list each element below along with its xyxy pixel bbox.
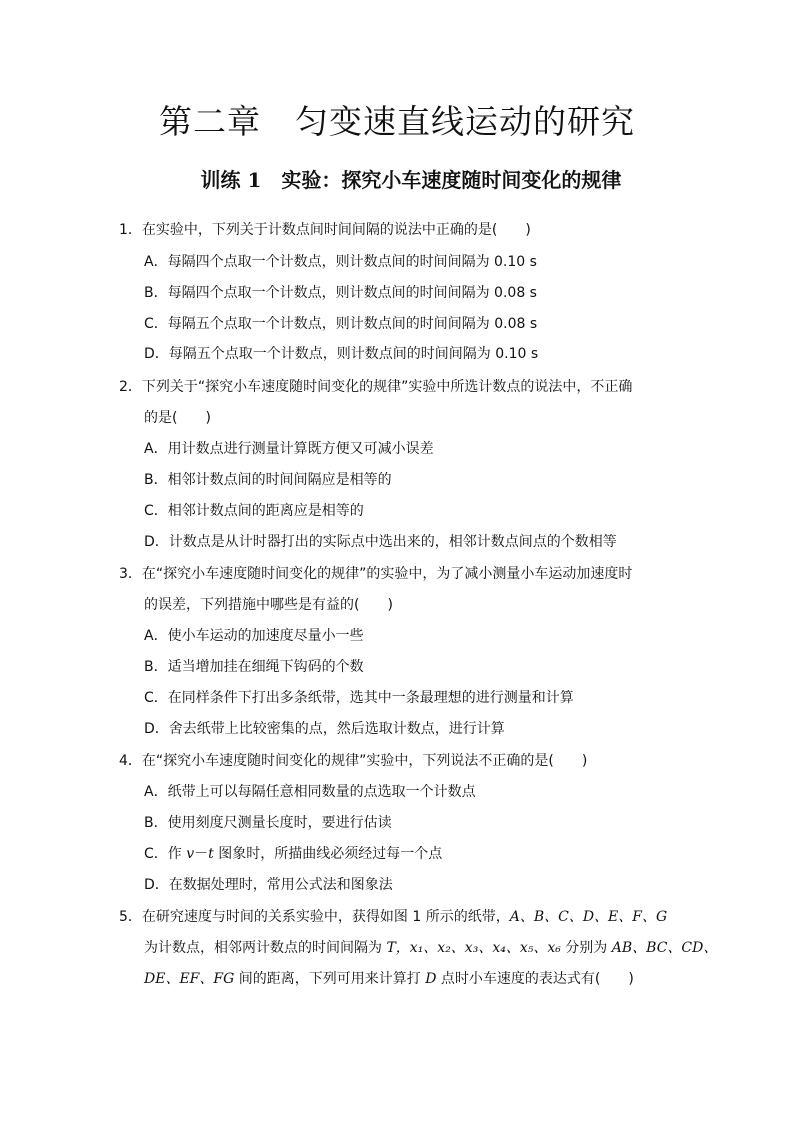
- question-3-option-d: D．舍去纸带上比较密集的点，然后选取计数点，进行计算: [144, 721, 505, 737]
- question-1-option-b: B．每隔四个点取一个计数点，则计数点间的时间间隔为 0.08 s: [144, 285, 537, 301]
- question-2-option-d: D．计数点是从计时器打出的实际点中选出来的，相邻计数点间点的个数相等: [144, 534, 617, 550]
- variable-t: t: [208, 846, 214, 862]
- question-4-option-d: D．在数据处理时，常用公式法和图象法: [144, 877, 393, 893]
- q5-line2-mid: 分别为: [560, 940, 612, 956]
- question-5-stem-line-2: [144, 936, 717, 960]
- q5-line3-mid: 间的距离，下列可用来计算打: [234, 971, 426, 987]
- option-c-suffix: 图象时，所描曲线必须经过每一个点: [213, 846, 443, 862]
- option-c-prefix: C．作: [144, 846, 187, 862]
- question-2-stem-continued: 的是( ): [144, 410, 211, 426]
- q5-line3-suffix: 点时小车速度的表达式有( ): [436, 971, 634, 987]
- q5-segments-line2: AB、BC、CD、: [611, 940, 718, 956]
- question-1-option-a: A．每隔四个点取一个计数点，则计数点间的时间间隔为 0.10 s: [144, 254, 537, 270]
- question-3-stem: 3．在“探究小车速度随时间变化的规律”的实验中，为了减小测量小车运动加速度时: [119, 566, 633, 582]
- q5-point-labels: A、B、C、D、E、F、G: [509, 909, 668, 925]
- question-4-option-a: A．纸带上可以每隔任意相同数量的点选取一个计数点: [144, 784, 476, 800]
- page-subtitle: 训练 1 实验：探究小车速度随时间变化的规律: [200, 168, 622, 192]
- question-2-stem: 2．下列关于“探究小车速度随时间变化的规律”实验中所选计数点的说法中，不正确: [119, 379, 633, 395]
- question-3-option-b: B．适当增加挂在细绳下钩码的个数: [144, 659, 364, 675]
- question-2-option-c: C．相邻计数点间的距离应是相等的: [144, 503, 364, 519]
- q5-line2-text: 为计数点，相邻两计数点的时间间隔为: [144, 940, 387, 956]
- question-1-stem: 1．在实验中，下列关于计数点间时间间隔的说法中正确的是( ): [119, 222, 531, 238]
- question-1-option-c: C．每隔五个点取一个计数点，则计数点间的时间间隔为 0.08 s: [144, 316, 538, 332]
- question-4-option-c: [144, 842, 442, 866]
- q5-variable-t: T: [386, 940, 396, 956]
- q5-segments-line3: DE、EF、FG: [144, 971, 235, 987]
- question-3-option-a: A．使小车运动的加速度尽量小一些: [144, 628, 364, 644]
- q5-distances: ，x₁、x₂、x₃、x₄、x₅、x₆: [395, 940, 561, 956]
- question-3-option-c: C．在同样条件下打出多条纸带，选其中一条最理想的进行测量和计算: [144, 690, 574, 706]
- variable-v: v: [186, 846, 195, 862]
- question-5-stem-line-1: [119, 905, 667, 929]
- question-4-option-b: B．使用刻度尺测量长度时，要进行估读: [144, 815, 392, 831]
- question-2-option-a: A．用计数点进行测量计算既方便又可减小误差: [144, 441, 434, 457]
- q5-point-d: D: [425, 971, 437, 987]
- question-2-option-b: B．相邻计数点间的时间间隔应是相等的: [144, 472, 392, 488]
- question-4-stem: 4．在“探究小车速度随时间变化的规律”实验中，下列说法不正确的是( ): [119, 753, 588, 769]
- q5-line1-text: 5．在研究速度与时间的关系实验中，获得如图 1 所示的纸带，: [119, 909, 510, 925]
- minus-sign: －: [194, 846, 209, 862]
- question-5-stem-line-3: [144, 967, 634, 991]
- page-title: 第二章 匀变速直线运动的研究: [159, 102, 635, 141]
- question-1-option-d: D．每隔五个点取一个计数点，则计数点间的时间间隔为 0.10 s: [144, 346, 539, 362]
- question-3-stem-continued: 的误差，下列措施中哪些是有益的( ): [144, 597, 393, 613]
